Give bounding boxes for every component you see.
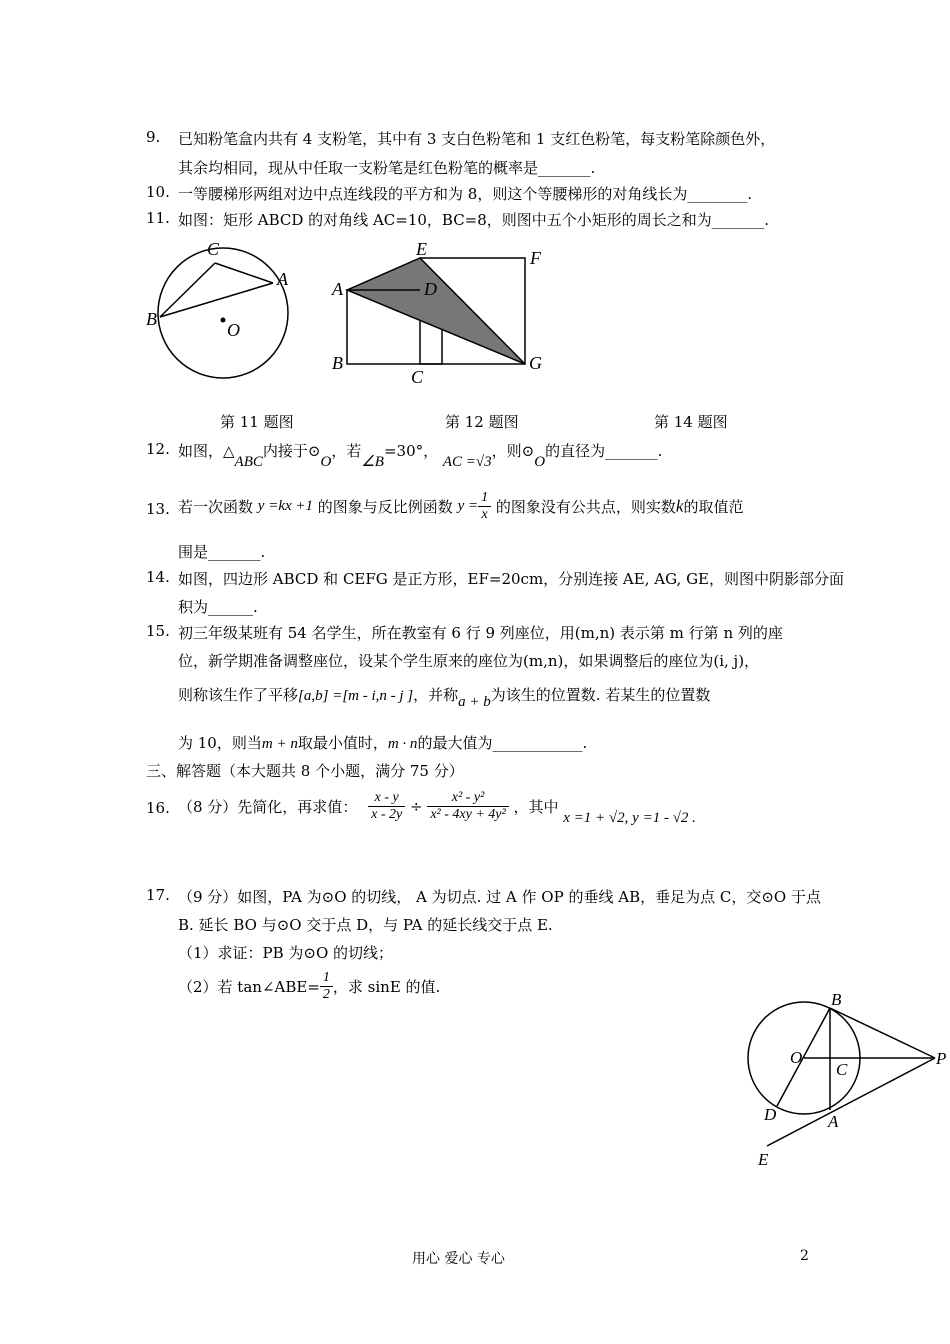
- fig3-label-c: C: [836, 1060, 848, 1079]
- fig2-label-b: B: [332, 353, 343, 373]
- q14-number: 14.: [146, 568, 170, 586]
- q12-line: 如图，△ABC内接于⊙O，若∠B=30°， AC =√3，则⊙O的直径为_______.: [178, 442, 663, 470]
- fig1-label-c: C: [207, 239, 220, 259]
- q15-number: 15.: [146, 622, 170, 640]
- q13-number: 13.: [146, 500, 170, 518]
- fig2-label-a: A: [332, 279, 343, 299]
- q9-line2: 其余均相同，现从中任取一支粉笔是红色粉笔的概率是_______.: [178, 159, 596, 177]
- q11-number: 11.: [146, 209, 170, 227]
- page-number: 2: [800, 1248, 809, 1264]
- fig2-label-g: G: [529, 353, 542, 373]
- q10-number: 10.: [146, 183, 170, 201]
- figure-11-circle: [140, 235, 300, 395]
- q15-line4: 为 10，则当m + n取最小值时，m · n的最大值为____________.: [178, 734, 588, 752]
- fig3-label-d: D: [764, 1105, 777, 1124]
- q17-line1: （9 分）如图，PA 为⊙O 的切线， A 为切点. 过 A 作 OP 的垂线 AB，垂足为点 C，交⊙O 于点: [178, 888, 821, 906]
- caption-11: 第 11 题图: [220, 413, 294, 431]
- fig2-label-c: C: [411, 367, 424, 387]
- figure-17-tangent: [740, 988, 950, 1170]
- q16-line: （8 分）先简化，再求值： $\frac{x - y}{x - 2y}$ ÷ $\frac{\text{x² - y²}}{\text{x² - 4xy + 4y²}}$ ，其中 x =1 + √2, y =1 - √2 .: [178, 790, 696, 826]
- fig2-label-f: F: [530, 248, 541, 268]
- q11-text: 如图：矩形 ABCD 的对角线 AC=10，BC=8，则图中五个小矩形的周长之和为_______.: [178, 211, 770, 229]
- q16-number: 16.: [146, 799, 170, 817]
- fig3-label-o: O: [790, 1048, 803, 1067]
- q17-number: 17.: [146, 886, 170, 904]
- q15-line1: 初三年级某班有 54 名学生，所在教室有 6 行 9 列座位，用(m,n) 表示第 m 行第 n 列的座: [178, 624, 783, 642]
- caption-12: 第 12 题图: [445, 413, 519, 431]
- q17-line2: B. 延长 BO 与⊙O 交于点 D，与 PA 的延长线交于点 E.: [178, 916, 553, 934]
- caption-14: 第 14 题图: [654, 413, 728, 431]
- fig3-label-a: A: [828, 1112, 839, 1131]
- fig3-label-p: P: [936, 1049, 947, 1068]
- figure-12-squares: [325, 238, 555, 388]
- q9-line1: 已知粉笔盒内共有 4 支粉笔，其中有 3 支白色粉笔和 1 支红色粉笔，每支粉笔除颜色外，: [178, 130, 776, 148]
- fig1-label-o: O: [227, 320, 240, 340]
- q17-part2: （2）若 tan∠ABE= $\frac{1}{2}$ ，求 sinE 的值.: [178, 970, 441, 1002]
- fig3-label-b: B: [831, 990, 842, 1009]
- footer-slogan: 用心 爱心 专心: [412, 1251, 505, 1267]
- fig2-label-e: E: [416, 239, 427, 259]
- fig3-label-e: E: [758, 1150, 769, 1169]
- q10-text: 一等腰梯形两组对边中点连线段的平方和为 8，则这个等腰梯形的对角线长为________.: [178, 185, 753, 203]
- q12-number: 12.: [146, 440, 170, 458]
- q13-line1: 若一次函数 y =kx +1 的图象与反比例函数 y = $\frac{1}{x}$ 的图象没有公共点，则实数k的取值范: [178, 490, 744, 522]
- q14-line1: 如图，四边形 ABCD 和 CEFG 是正方形，EF=20cm，分别连接 AE, AG, GE，则图中阴影部分面: [178, 570, 845, 588]
- fig1-label-b: B: [146, 309, 157, 329]
- section-3-heading: 三、解答题（本大题共 8 个小题，满分 75 分）: [146, 762, 464, 780]
- fig1-label-a: A: [277, 269, 288, 289]
- q9-number: 9.: [146, 128, 161, 146]
- q14-line2: 积为______.: [178, 598, 258, 616]
- q17-part1: （1）求证：PB 为⊙O 的切线；: [178, 944, 394, 962]
- q15-line3: 则称该生作了平移[a,b] =[m - i,n - j ]，并称a + b为该生的位置数. 若某生的位置数: [178, 686, 711, 710]
- q13-line2: 围是_______.: [178, 543, 266, 561]
- fig2-label-d: D: [424, 279, 437, 299]
- q15-line2: 位，新学期准备调整座位，设某个学生原来的座位为(m,n)，如果调整后的座位为(i, j)，: [178, 652, 760, 670]
